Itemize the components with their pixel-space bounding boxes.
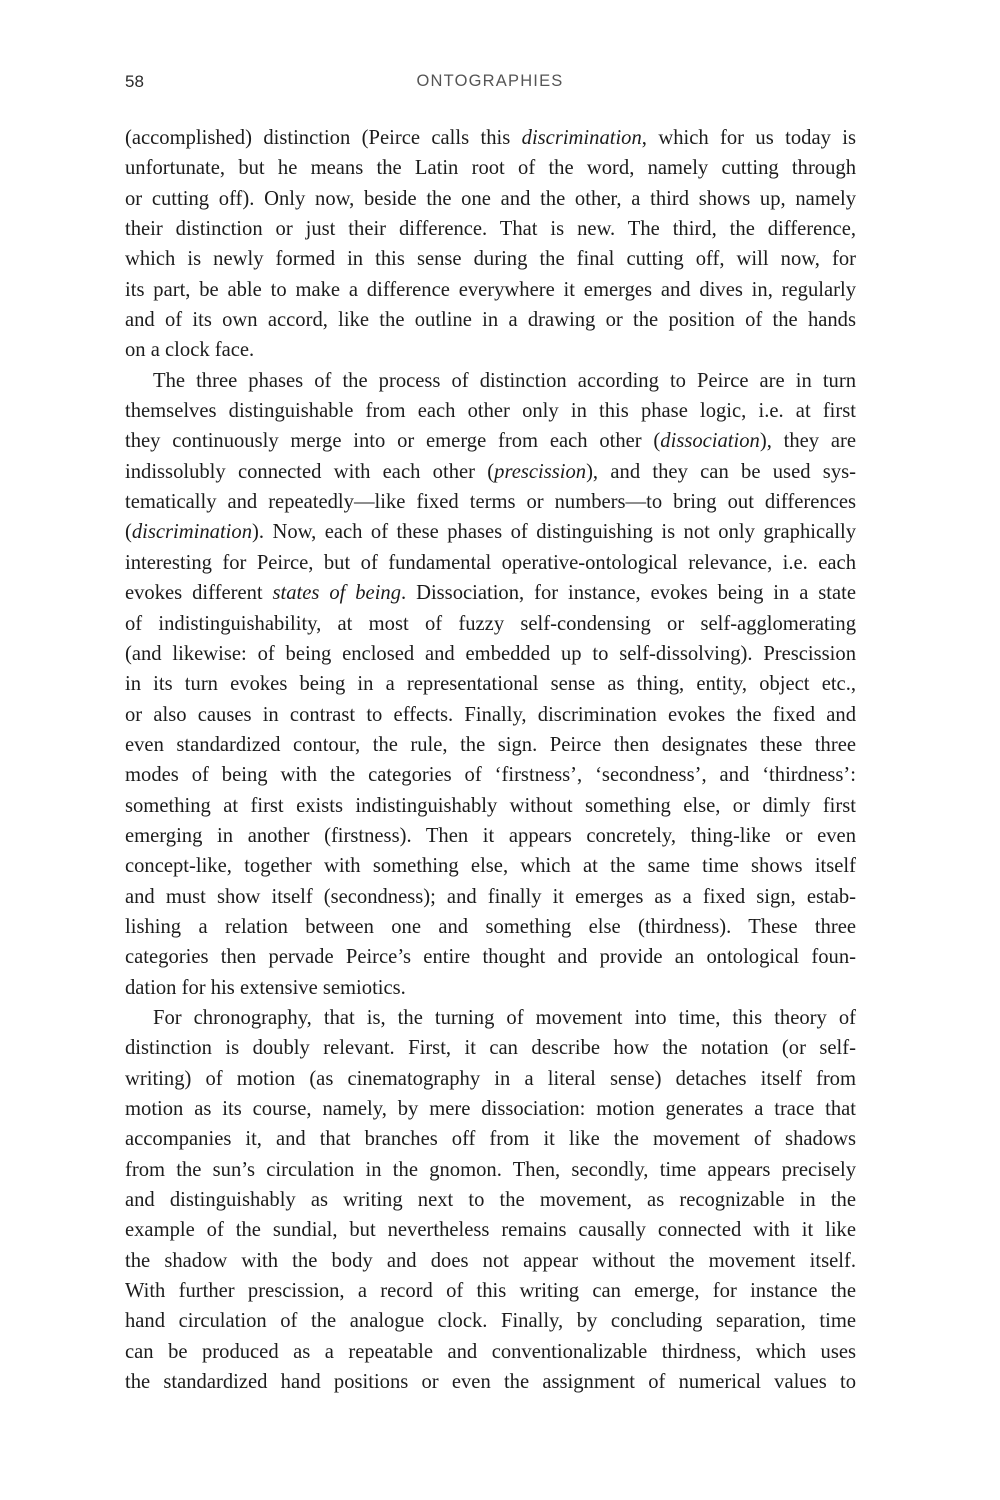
text-line (125, 275, 856, 305)
text-line (125, 1185, 856, 1215)
text-run: the shadow with the body and does not appear without the movement itself. (125, 1249, 856, 1272)
text-run: (and likewise: of being enclosed and embedded up to self-dissolving). Prescission (125, 642, 856, 665)
text-line (125, 366, 856, 396)
italic-term: states of being (272, 582, 402, 605)
text-run: ), and they can be used sys- (586, 460, 856, 483)
text-run: they continuously merge into or emerge from each other ( (125, 430, 661, 453)
text-run: tematically and repeatedly—like fixed terms or numbers—to bring out differences (125, 491, 856, 514)
text-run: concept-like, together with something else, which at the same time shows itself (125, 855, 856, 878)
text-run: of indistinguishability, at most of fuzzy self-condensing or self-agglomerating (125, 612, 856, 635)
text-run: themselves distinguishable from each other only in this phase logic, i.e. at first (125, 400, 856, 423)
running-title: ONTOGRAPHIES (416, 72, 564, 90)
text-line (125, 942, 856, 972)
text-run: emerging in another (firstness). Then it appears concretely, thing-like or even (125, 824, 856, 847)
text-line (125, 1155, 856, 1185)
text-line (125, 1276, 856, 1306)
text-run: , which for us today is (641, 127, 856, 149)
text-line (125, 700, 856, 730)
text-run: something at first exists indistinguishably without something else, or dimly first (125, 794, 856, 817)
text-line (125, 851, 856, 881)
text-run: evokes different (125, 582, 273, 605)
text-run: The three phases of the process of distinction according to Peirce are in turn (153, 369, 856, 392)
text-run: ). Now, each of these phases of distinguishing is not only graphically (252, 521, 856, 544)
text-run: ), they are (759, 430, 857, 453)
text-line (125, 973, 856, 1003)
text-line (125, 153, 856, 183)
text-line (125, 1003, 856, 1033)
text-line (125, 578, 856, 608)
text-line (125, 548, 856, 578)
text-run: hand circulation of the analogue clock. Finally, by concluding separation, time (125, 1310, 856, 1333)
text-run: and distinguishably as writing next to the movement, as recognizable in the (125, 1189, 856, 1212)
text-line (125, 1337, 856, 1367)
text-run: on a clock face. (125, 339, 255, 362)
text-line (125, 1215, 856, 1245)
text-run: (accomplished) distinction (Peirce calls this (125, 127, 522, 149)
text-run: or also causes in contrast to effects. Finally, discrimination evokes the fixed and (125, 703, 856, 726)
text-run: can be produced as a repeatable and conventionalizable thirdness, which uses (125, 1340, 856, 1363)
text-run: indissolubly connected with each other ( (125, 460, 495, 483)
italic-term: discrimination (131, 521, 252, 544)
text-line (125, 609, 856, 639)
text-line (125, 760, 856, 790)
text-line (125, 821, 856, 851)
text-run: and of its own accord, like the outline in a drawing or the position of the hands (125, 309, 856, 332)
running-head (125, 72, 855, 96)
text-line (125, 184, 856, 214)
text-run: in its turn evokes being in a representational sense as thing, entity, object etc., (125, 673, 856, 696)
text-run: accompanies it, and that branches off from it like the movement of shadows (125, 1128, 856, 1151)
italic-term: discrimination (521, 127, 642, 149)
text-run: categories then pervade Peirce’s entire thought and provide an ontological foun- (125, 946, 856, 969)
text-line (125, 912, 856, 942)
text-run: their distinction or just their difference. That is new. The third, the difference, (125, 218, 856, 241)
text-line (125, 882, 856, 912)
page-number: 58 (125, 72, 144, 91)
text-run: example of the sundial, but nevertheless remains causally connected with it like (125, 1219, 856, 1242)
text-run: modes of being with the categories of ‘firstness’, ‘secondness’, and ‘thirdness’: (125, 764, 856, 787)
text-run: which is newly formed in this sense during the final cutting off, will now, for (125, 248, 856, 271)
text-run: interesting for Peirce, but of fundamental operative-ontological relevance, i.e. each (125, 551, 856, 574)
text-run: ( (125, 521, 132, 544)
text-run: and must show itself (secondness); and finally it emerges as a fixed sign, estab- (125, 885, 856, 908)
text-line (125, 1064, 856, 1094)
text-run: from the sun’s circulation in the gnomon. Then, secondly, time appears precisely (125, 1158, 856, 1181)
text-line (125, 487, 856, 517)
text-line (125, 1367, 856, 1397)
text-line (125, 1033, 856, 1063)
text-line (125, 123, 856, 153)
text-run: unfortunate, but he means the Latin root of the word, namely cutting through (125, 157, 856, 180)
text-run: dation for his extensive semiotics. (125, 976, 406, 999)
text-run: With further prescission, a record of this writing can emerge, for instance the (125, 1280, 856, 1303)
text-run: the standardized hand positions or even the assignment of numerical values to (125, 1371, 856, 1394)
text-line (125, 517, 856, 547)
text-line (125, 335, 856, 365)
text-line (125, 1124, 856, 1154)
text-line (125, 1094, 856, 1124)
text-line (125, 791, 856, 821)
italic-term: prescission (494, 460, 587, 483)
text-line (125, 396, 856, 426)
text-line (125, 214, 856, 244)
text-run: its part, be able to make a difference everywhere it emerges and dives in, regularly (125, 278, 856, 301)
text-line (125, 305, 856, 335)
text-run: or cutting off). Only now, beside the one and the other, a third shows up, namely (125, 187, 856, 210)
text-run: motion as its course, namely, by mere dissociation: motion generates a trace that (125, 1098, 856, 1120)
text-line (125, 426, 856, 456)
text-run: even standardized contour, the rule, the sign. Peirce then designates these three (125, 733, 856, 756)
italic-term: dissociation (660, 430, 760, 453)
text-run: For chronography, that is, the turning of movement into time, this theory of (153, 1006, 856, 1029)
text-line (125, 457, 856, 487)
text-line (125, 1246, 856, 1276)
text-line (125, 730, 856, 760)
text-line (125, 669, 856, 699)
body-text (125, 123, 856, 1397)
text-run: distinction is doubly relevant. First, it can describe how the notation (or self- (125, 1037, 856, 1060)
text-run: writing) of motion (as cinematography in a literal sense) detaches itself from (125, 1067, 856, 1090)
text-line (125, 639, 856, 669)
text-run: . Dissociation, for instance, evokes being in a state (401, 582, 856, 605)
text-line (125, 1306, 856, 1336)
text-line (125, 244, 856, 274)
text-run: lishing a relation between one and something else (thirdness). These three (125, 915, 856, 938)
